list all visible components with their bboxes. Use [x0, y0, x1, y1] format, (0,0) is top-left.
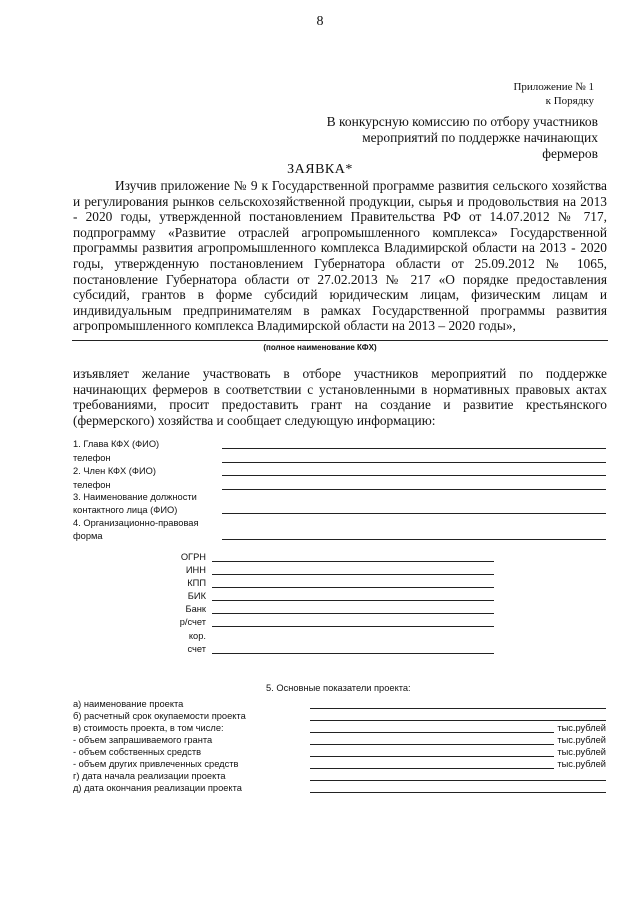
- addressee-line-2: мероприятий по поддержке начинающих: [362, 130, 598, 145]
- unit-label: тыс.рублей: [557, 723, 606, 733]
- head-name-field[interactable]: [222, 448, 606, 449]
- contact-field-label: телефон: [73, 480, 111, 490]
- contact-person-field[interactable]: [222, 513, 606, 514]
- inn-field[interactable]: [212, 574, 494, 575]
- body-paragraph: изъявляет желание участвовать в отборе участников мероприятий по поддержке начинающих фермеров в соответствии с установленными в нормативных правовых актах требованиями, просит предоставить грант на создание и развитие крестьянского (фермерского) хозяйства и сообщает следующую информацию:: [73, 366, 607, 428]
- requisite-label-ogrn: ОГРН: [180, 552, 206, 562]
- indicator-label: б) расчетный срок окупаемости проекта: [73, 711, 246, 721]
- contact-field-label: контактного лица (ФИО): [73, 505, 178, 515]
- own-funds-field[interactable]: [310, 756, 554, 757]
- farm-name-caption: (полное наименование КФХ): [263, 343, 377, 352]
- annex-reference: [513, 80, 594, 108]
- member-phone-field[interactable]: [222, 489, 606, 490]
- grant-amount-field[interactable]: [310, 744, 554, 745]
- addressee-block: [327, 114, 598, 162]
- requisite-label-bik: БИК: [187, 591, 206, 601]
- indicator-label: - объем собственных средств: [73, 747, 202, 757]
- addressee-line-3: фермеров: [542, 146, 598, 161]
- annex-line-2: к Порядку: [545, 95, 594, 107]
- contact-field-label: форма: [73, 531, 103, 541]
- project-name-field[interactable]: [310, 708, 606, 709]
- requisite-label-kpp: КПП: [187, 578, 206, 588]
- contact-field-label: 1. Глава КФХ (ФИО): [73, 439, 160, 449]
- indicator-label: а) наименование проекта: [73, 699, 184, 709]
- end-date-field[interactable]: [310, 792, 606, 793]
- requisite-label-bank: Банк: [185, 604, 206, 614]
- intro-paragraph: Изучив приложение № 9 к Государственной программе развития сельского хозяйства и регулирования рынков сельскохозяйственной продукции, сырья и продовольствия на 2013 - 2020 годы, утвержденной постановлением Правительства РФ от 14.07.2012 № 717, подпрограмму «Развитие отраслей агропромышленного комплекса» Государственной программы развития агропромышленного комплекса Владимирской области на 2013 - 2020 годы, утвержденную постановлением Губернатора области от 25.09.2012 № 1065, постановление Губернатора области от 27.02.2013 № 217 «О порядке предоставления субсидий, грантов в форме субсидий юридическим лицам, физическим лицам и индивидуальным предпринимателям в рамках Государственной программы развития агропромышленного комплекса Владимирской области на 2013 – 2020 годы»,: [73, 178, 607, 334]
- account-field[interactable]: [212, 626, 494, 627]
- contact-field-label: 3. Наименование должности: [73, 492, 197, 502]
- head-phone-field[interactable]: [222, 462, 606, 463]
- contact-field-label: телефон: [73, 453, 111, 463]
- kpp-field[interactable]: [212, 587, 494, 588]
- section-5-heading: 5. Основные показатели проекта:: [266, 683, 411, 693]
- unit-label: тыс.рублей: [557, 747, 606, 757]
- bik-field[interactable]: [212, 600, 494, 601]
- indicator-label: - объем других привлеченных средств: [73, 759, 239, 769]
- start-date-field[interactable]: [310, 780, 606, 781]
- requisite-label-account-2: счет: [187, 644, 206, 654]
- farm-name-line[interactable]: [72, 340, 608, 341]
- bank-field[interactable]: [212, 613, 494, 614]
- indicator-label: - объем запрашиваемого гранта: [73, 735, 213, 745]
- indicator-label: в) стоимость проекта, в том числе:: [73, 723, 224, 733]
- unit-label: тыс.рублей: [557, 759, 606, 769]
- cor-account-field[interactable]: [212, 653, 494, 654]
- ogrn-field[interactable]: [212, 561, 494, 562]
- requisite-label-account: р/счет: [179, 617, 206, 627]
- legal-form-field[interactable]: [222, 539, 606, 540]
- indicator-label: г) дата начала реализации проекта: [73, 771, 226, 781]
- page-number: 8: [316, 14, 324, 29]
- other-funds-field[interactable]: [310, 768, 554, 769]
- document-title: ЗАЯВКА*: [287, 162, 353, 177]
- unit-label: тыс.рублей: [557, 735, 606, 745]
- payback-field[interactable]: [310, 720, 606, 721]
- requisite-label-cor: кор.: [188, 631, 206, 641]
- project-cost-field[interactable]: [310, 732, 554, 733]
- contact-field-label: 2. Член КФХ (ФИО): [73, 466, 156, 476]
- annex-line-1: Приложение № 1: [513, 81, 594, 93]
- requisite-label-inn: ИНН: [185, 565, 206, 575]
- addressee-line-1: В конкурсную комиссию по отбору участников: [326, 114, 598, 129]
- contact-field-label: 4. Организационно-правовая: [73, 518, 199, 528]
- member-name-field[interactable]: [222, 475, 606, 476]
- indicator-label: д) дата окончания реализации проекта: [73, 783, 242, 793]
